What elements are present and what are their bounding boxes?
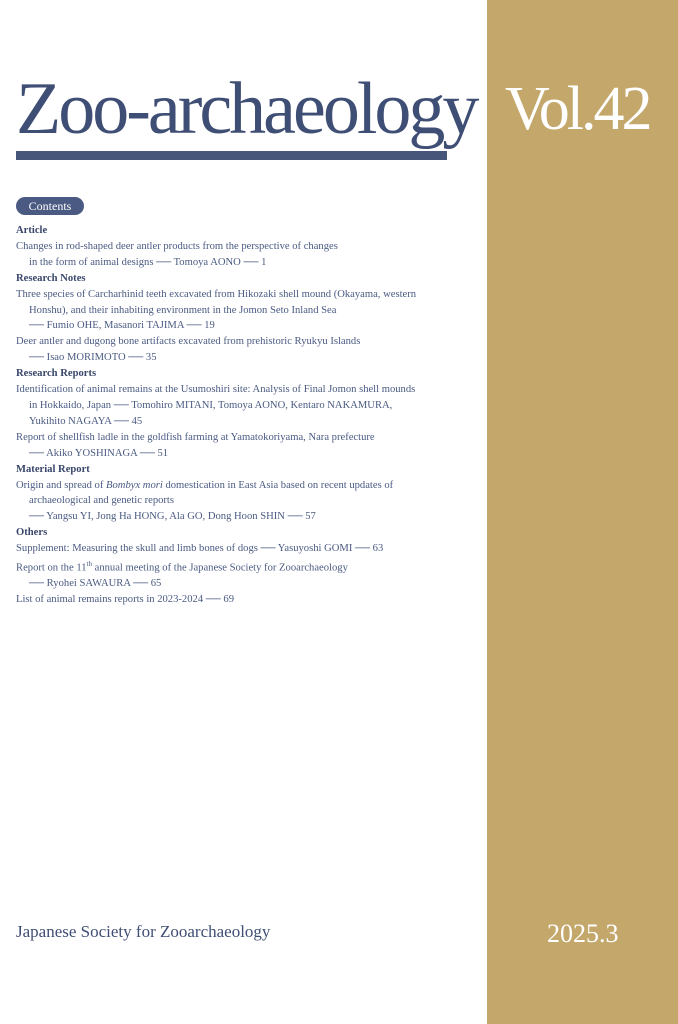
title-underline-bar (16, 151, 447, 160)
section-heading-research-reports: Research Reports (16, 368, 97, 380)
toc-line: ── Ryohei SAWAURA ── 65 (29, 578, 162, 590)
gold-side-band (487, 0, 678, 1024)
toc-entry (16, 557, 456, 592)
toc-entry (16, 334, 456, 366)
toc-text: Report on the 11 (16, 562, 87, 574)
toc-line: ── Akiko YOSHINAGA ── 51 (29, 447, 169, 459)
toc-entry (16, 239, 456, 271)
contents-badge: Contents (16, 197, 84, 215)
section-heading-others: Others (16, 527, 48, 539)
toc-line: Yukihito NAGAYA ── 45 (29, 415, 143, 427)
toc-entry (16, 592, 456, 608)
toc-entry (16, 430, 456, 462)
toc-line: Report of shellfish ladle in the goldfish farming at Yamatokoriyama, Nara prefecture (16, 431, 375, 443)
toc-line: Three species of Carcharhinid teeth excavated from Hikozaki shell mound (Okayama, western (16, 288, 417, 300)
toc-line: Identification of animal remains at the Usumoshiri site: Analysis of Final Jomon shell mounds (16, 384, 416, 396)
section-heading-article: Article (16, 225, 48, 236)
toc-line: in Hokkaido, Japan ── Tomohiro MITANI, Tomoya AONO, Kentaro NAKAMURA, (29, 399, 393, 411)
toc-text: domestication in East Asia based on recent updates of (162, 479, 394, 491)
publisher-name: Japanese Society for Zooarchaeology (16, 922, 271, 941)
toc-entry (16, 478, 456, 526)
toc-line: Honshu), and their inhabiting environment in the Jomon Seto Inland Sea (29, 304, 337, 316)
section-heading-research-notes: Research Notes (16, 272, 86, 284)
ordinal-suffix: th (86, 560, 92, 569)
section-heading-material-report: Material Report (16, 463, 90, 475)
toc-entry (16, 382, 456, 430)
toc-line (16, 557, 456, 576)
journal-title: Zoo-archaeology (16, 68, 477, 150)
toc-line: ── Yangsu YI, Jong Ha HONG, Ala GO, Dong Hoon SHIN ── 57 (29, 511, 316, 523)
toc-line: archaeological and genetic reports (29, 495, 175, 507)
toc-text: annual meeting of the Japanese Society for Zooarchaeology (91, 562, 348, 574)
volume-number: Vol.42 (505, 75, 650, 143)
toc-text: Origin and spread of (16, 479, 107, 491)
toc-line: in the form of animal designs ── Tomoya AONO ── 1 (29, 256, 267, 268)
species-name: Bombyx mori (106, 479, 163, 491)
toc-line: ── Fumio OHE, Masanori TAJIMA ── 19 (29, 320, 215, 332)
toc-entry (16, 287, 456, 335)
toc-line: Changes in rod-shaped deer antler products from the perspective of changes (16, 240, 338, 252)
table-of-contents (16, 223, 456, 608)
toc-line: ── Isao MORIMOTO ── 35 (29, 352, 157, 364)
toc-entry (16, 541, 456, 557)
issue-date: 2025.3 (547, 919, 619, 948)
toc-line: Supplement: Measuring the skull and limb bones of dogs ── Yasuyoshi GOMI ── 63 (16, 543, 384, 555)
toc-line: Deer antler and dugong bone artifacts excavated from prehistoric Ryukyu Islands (16, 336, 361, 348)
toc-line: List of animal remains reports in 2023-2024 ── 69 (16, 594, 235, 606)
toc-line (16, 478, 456, 494)
